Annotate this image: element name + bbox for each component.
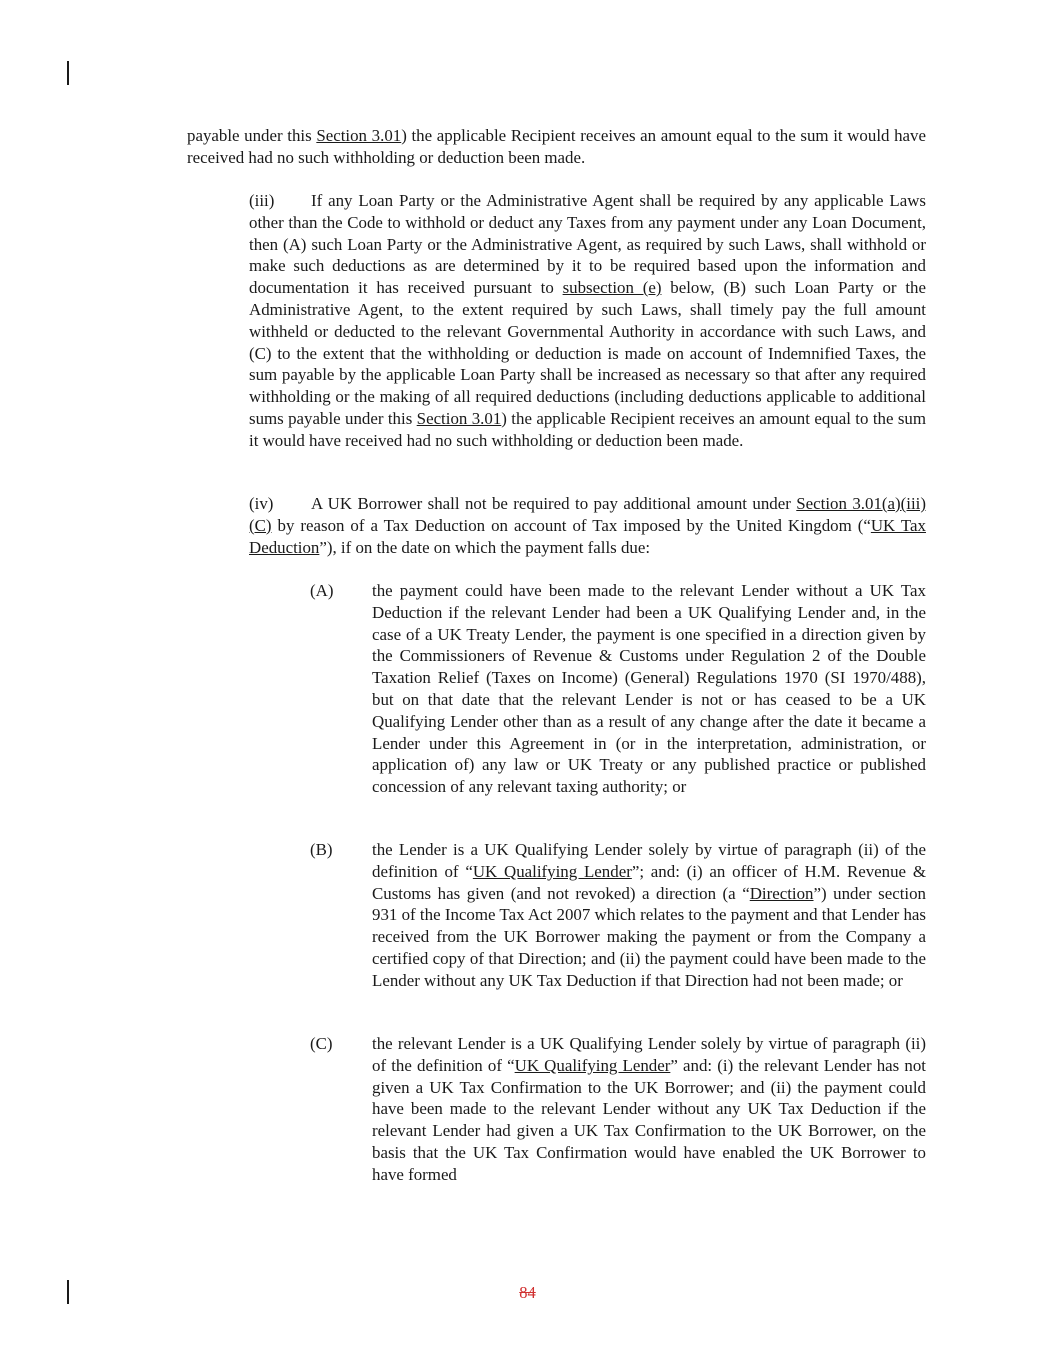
revision-bar-top [67,61,69,85]
paragraph-text: ”), if on the date on which the payment falls due: [319,537,651,557]
paragraph-iii [187,190,926,452]
paragraph-text: ) the applicable Recipient receives an amount equal to the sum it would have received had no such withholding or deduction been made. [249,408,926,450]
subparagraph-label: (A) [310,581,334,600]
paragraph-continuation [187,125,926,169]
paragraph-text: A UK Borrower shall not be required to pay additional amount under [311,494,797,513]
subparagraph-text [372,839,926,992]
subparagraph-label: (B) [310,840,333,859]
defined-term: UK Qualifying Lender [472,861,632,881]
subparagraph-c [310,1033,926,1186]
paragraph-text: ” and: (i) the relevant Lender has not given a UK Tax Confirmation to the UK Borrower; and (ii) the payment could have been made to the relevant Lender without any UK Tax Deduction if the relevant Lender had given a UK Tax Confirmation to the UK Borrower, on the basis that the UK Tax Confirmation would have enabled the UK Borrower to have formed [372,1055,926,1184]
page-number: 84 [519,1283,536,1302]
subsection-reference: subsection (e) [562,278,662,298]
defined-term: UK Tax Deduction [249,515,926,557]
subparagraph-text [372,1033,926,1186]
subparagraph-b [310,839,926,992]
paragraph-text: the relevant Lender is a UK Qualifying Lender solely by virtue of paragraph (ii) of the definition of “ [372,1034,926,1075]
paragraph-text: the payment could have been made to the relevant Lender without a UK Tax Deduction if the relevant Lender had been a UK Qualifying Lender and, in the case of a UK Treaty Lender, the payment is one specified in a direction given by the Commissioners of Revenue & Customs under Regulation 2 of the Double Taxation Relief (Taxes on Income) (General) Regulations 1970 (SI 1970/488), but on that date that the relevant Lender is not or has ceased to be a UK Qualifying Lender other than as a result of any change after the date it became a Lender under this Agreement in (or in the interpretation, administration, or application of) any law or UK Treaty or any published practice or published concession of any relevant taxing authority; or [372,581,926,797]
subparagraph-text [372,580,926,798]
paragraph-text: ) the applicable Recipient receives an amount equal to the sum it would have received had no such withholding or deduction been made. [187,126,926,167]
paragraph-text: the Lender is a UK Qualifying Lender solely by virtue of paragraph (ii) of the definition of “ [372,840,926,881]
defined-term: Direction [749,883,814,903]
section-reference: Section 3.01 [416,408,502,428]
paragraph-text: by reason of a Tax Deduction on account of Tax imposed by the United Kingdom (“ [271,515,871,535]
section-reference: Section 3.01(a)(iii)(C) [249,494,926,535]
subparagraph-label: (C) [310,1034,333,1053]
subparagraph-a [310,580,926,798]
section-reference: Section 3.01 [316,126,402,145]
paragraph-label: (iii) [249,191,275,210]
paragraph-text: ”) under section 931 of the Income Tax Act 2007 which relates to the payment and that Lender has received from the UK Borrower making the payment or from the Company a certified copy of that Direction; and (ii) the payment could have been made to the Lender without any UK Tax Deduction if that Direction had not been made; or [372,883,926,990]
paragraph-text: below, (B) such Loan Party or the Administrative Agent, to the extent required by such Laws, shall timely pay the full amount withheld or deducted to the relevant Governmental Authority in accordance with such Laws, and (C) to the extent that the withholding or deduction is made on account of Indemnified Taxes, the sum payable by the applicable Loan Party shall be increased as necessary so that after any required withholding or the making of all required deductions (including deductions applicable to additional sums payable under this [249,278,926,428]
paragraph-text: payable under this [187,126,317,145]
paragraph-iv [187,493,926,558]
paragraph-text: If any Loan Party or the Administrative Agent shall be required by any applicable Laws other than the Code to withhold or deduct any Taxes from any payment under any Loan Document, then (A) such Loan Party or the Administrative Agent, as required by such Laws, shall withhold or make such deductions as are determined by it to be required based upon the information and documentation it has received pursuant to [249,191,926,298]
paragraph-text: ”; and: (i) an officer of H.M. Revenue & Customs has given (and not revoked) a direction (a “ [372,861,926,903]
defined-term: UK Qualifying Lender [514,1055,671,1075]
paragraph-label: (iv) [249,494,274,513]
